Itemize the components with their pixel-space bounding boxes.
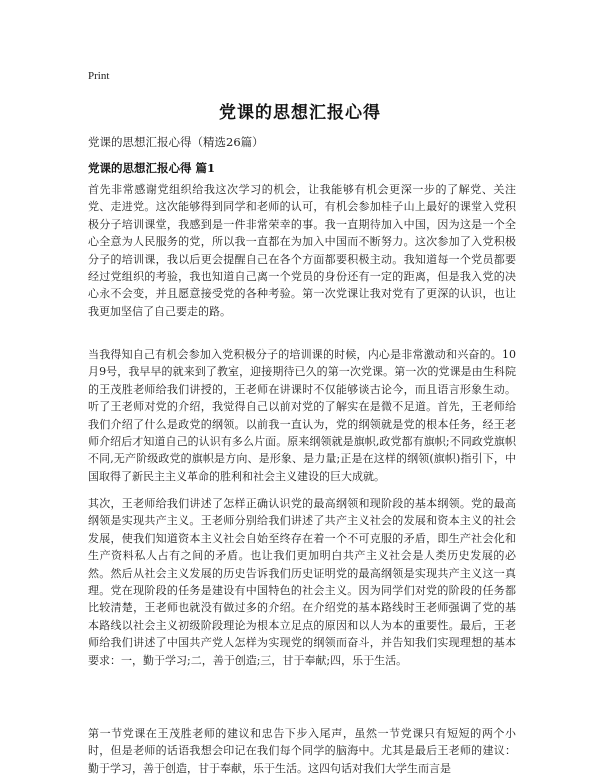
paragraph: 第一节党课在王茂胜老师的建议和忠告下步入尾声，虽然一节党课只有短短的两个小时，但是老师的话语我想会印记在我们每个同学的脑海中。尤其是最后王老师的建议：勤于学习，善于创造，甘于奉献，乐于生活。这四句话对我们大学生而言是 xyxy=(88,727,516,775)
print-label: Print xyxy=(88,70,110,82)
page-title: 党课的思想汇报心得 xyxy=(219,103,381,123)
paragraph: 首先非常感谢党组织给我这次学习的机会，让我能够有机会更深一步的了解党、关注党、走进党。这次能够得到同学和老师的认可，有机会参加桂子山上最好的课堂入党积极分子培训课堂，我感到是一件非常荣幸的事。我一直期待加入中国，因为这是一个全心全意为人民服务的党，所以我一直都在为加入中国而不断努力。这次参加了入党积极分子的培训课，我以后更会提醒自己在各个方面都要积极主动。我知道每一个党员都要经过党组织的考验，我也知道自己离一个党员的身份还有一定的距离，但是我入党的决心永不会变，并且愿意接受党的各种考验。第一次党课让我对党有了更深的认识，也让我更加坚信了自己要走的路。 xyxy=(88,183,516,318)
paragraph: 其次，王老师给我们讲述了怎样正确认识党的最高纲领和现阶段的基本纲领。党的最高纲领是实现共产主义。王老师分别给我们讲述了共产主义社会的发展和资本主义的社会发展，使我们知道资本主义社会自始至终存在着一个不可克服的矛盾，即生产社会化和生产资料私人占有之间的矛盾。也让我们更加明白共产主义社会是人类历史发展的必然。然后从社会主义发展的历史告诉我们历史证明党的最高纲领是实现共产主义这一真理。党在现阶段的任务是建设有中国特色的社会主义。因为同学们对党的阶段的任务都比较清楚，王老师也就没有做过多的介绍。在介绍党的基本路线时王老师强调了党的基本路线以社会主义初级阶段理论为根本立足点的原因和以人为本的重要性。最后，王老师给我们讲述了中国共产党人怎样为实现党的纲领而奋斗，并告知我们实现理想的基本要求：一，勤于学习;二，善于创造;三，甘于奉献;四，乐于生活。 xyxy=(88,497,516,667)
document-subtitle: 党课的思想汇报心得（精选26篇） xyxy=(88,135,264,149)
paragraph: 当我得知自己有机会参加入党积极分子的培训课的时候，内心是非常激动和兴奋的。10月9号，我早早的就来到了教室，迎接期待已久的第一次党课。第一次的党课是由生科院的王茂胜老师给我们讲授的，王老师在讲课时不仅能够谈古论今，而且语言形象生动。听了王老师对党的介绍，我觉得自己以前对党的了解实在是微不足道。首先，王老师给我们介绍了什么是政党的纲领。以前我一直认为，党的纲领就是党的根本任务，经王老师介绍后才知道自己的认识有多么片面。原来纲领就是旗帜,政党都有旗帜;不同政党旗帜不同,无产阶级政党的旗帜是方向、是形象、是力量;正是在这样的纲领(旗帜)指引下，中国取得了新民主主义革命的胜利和社会主义建设的巨大成就。 xyxy=(88,348,516,483)
section-heading: 党课的思想汇报心得 篇1 xyxy=(88,161,216,175)
